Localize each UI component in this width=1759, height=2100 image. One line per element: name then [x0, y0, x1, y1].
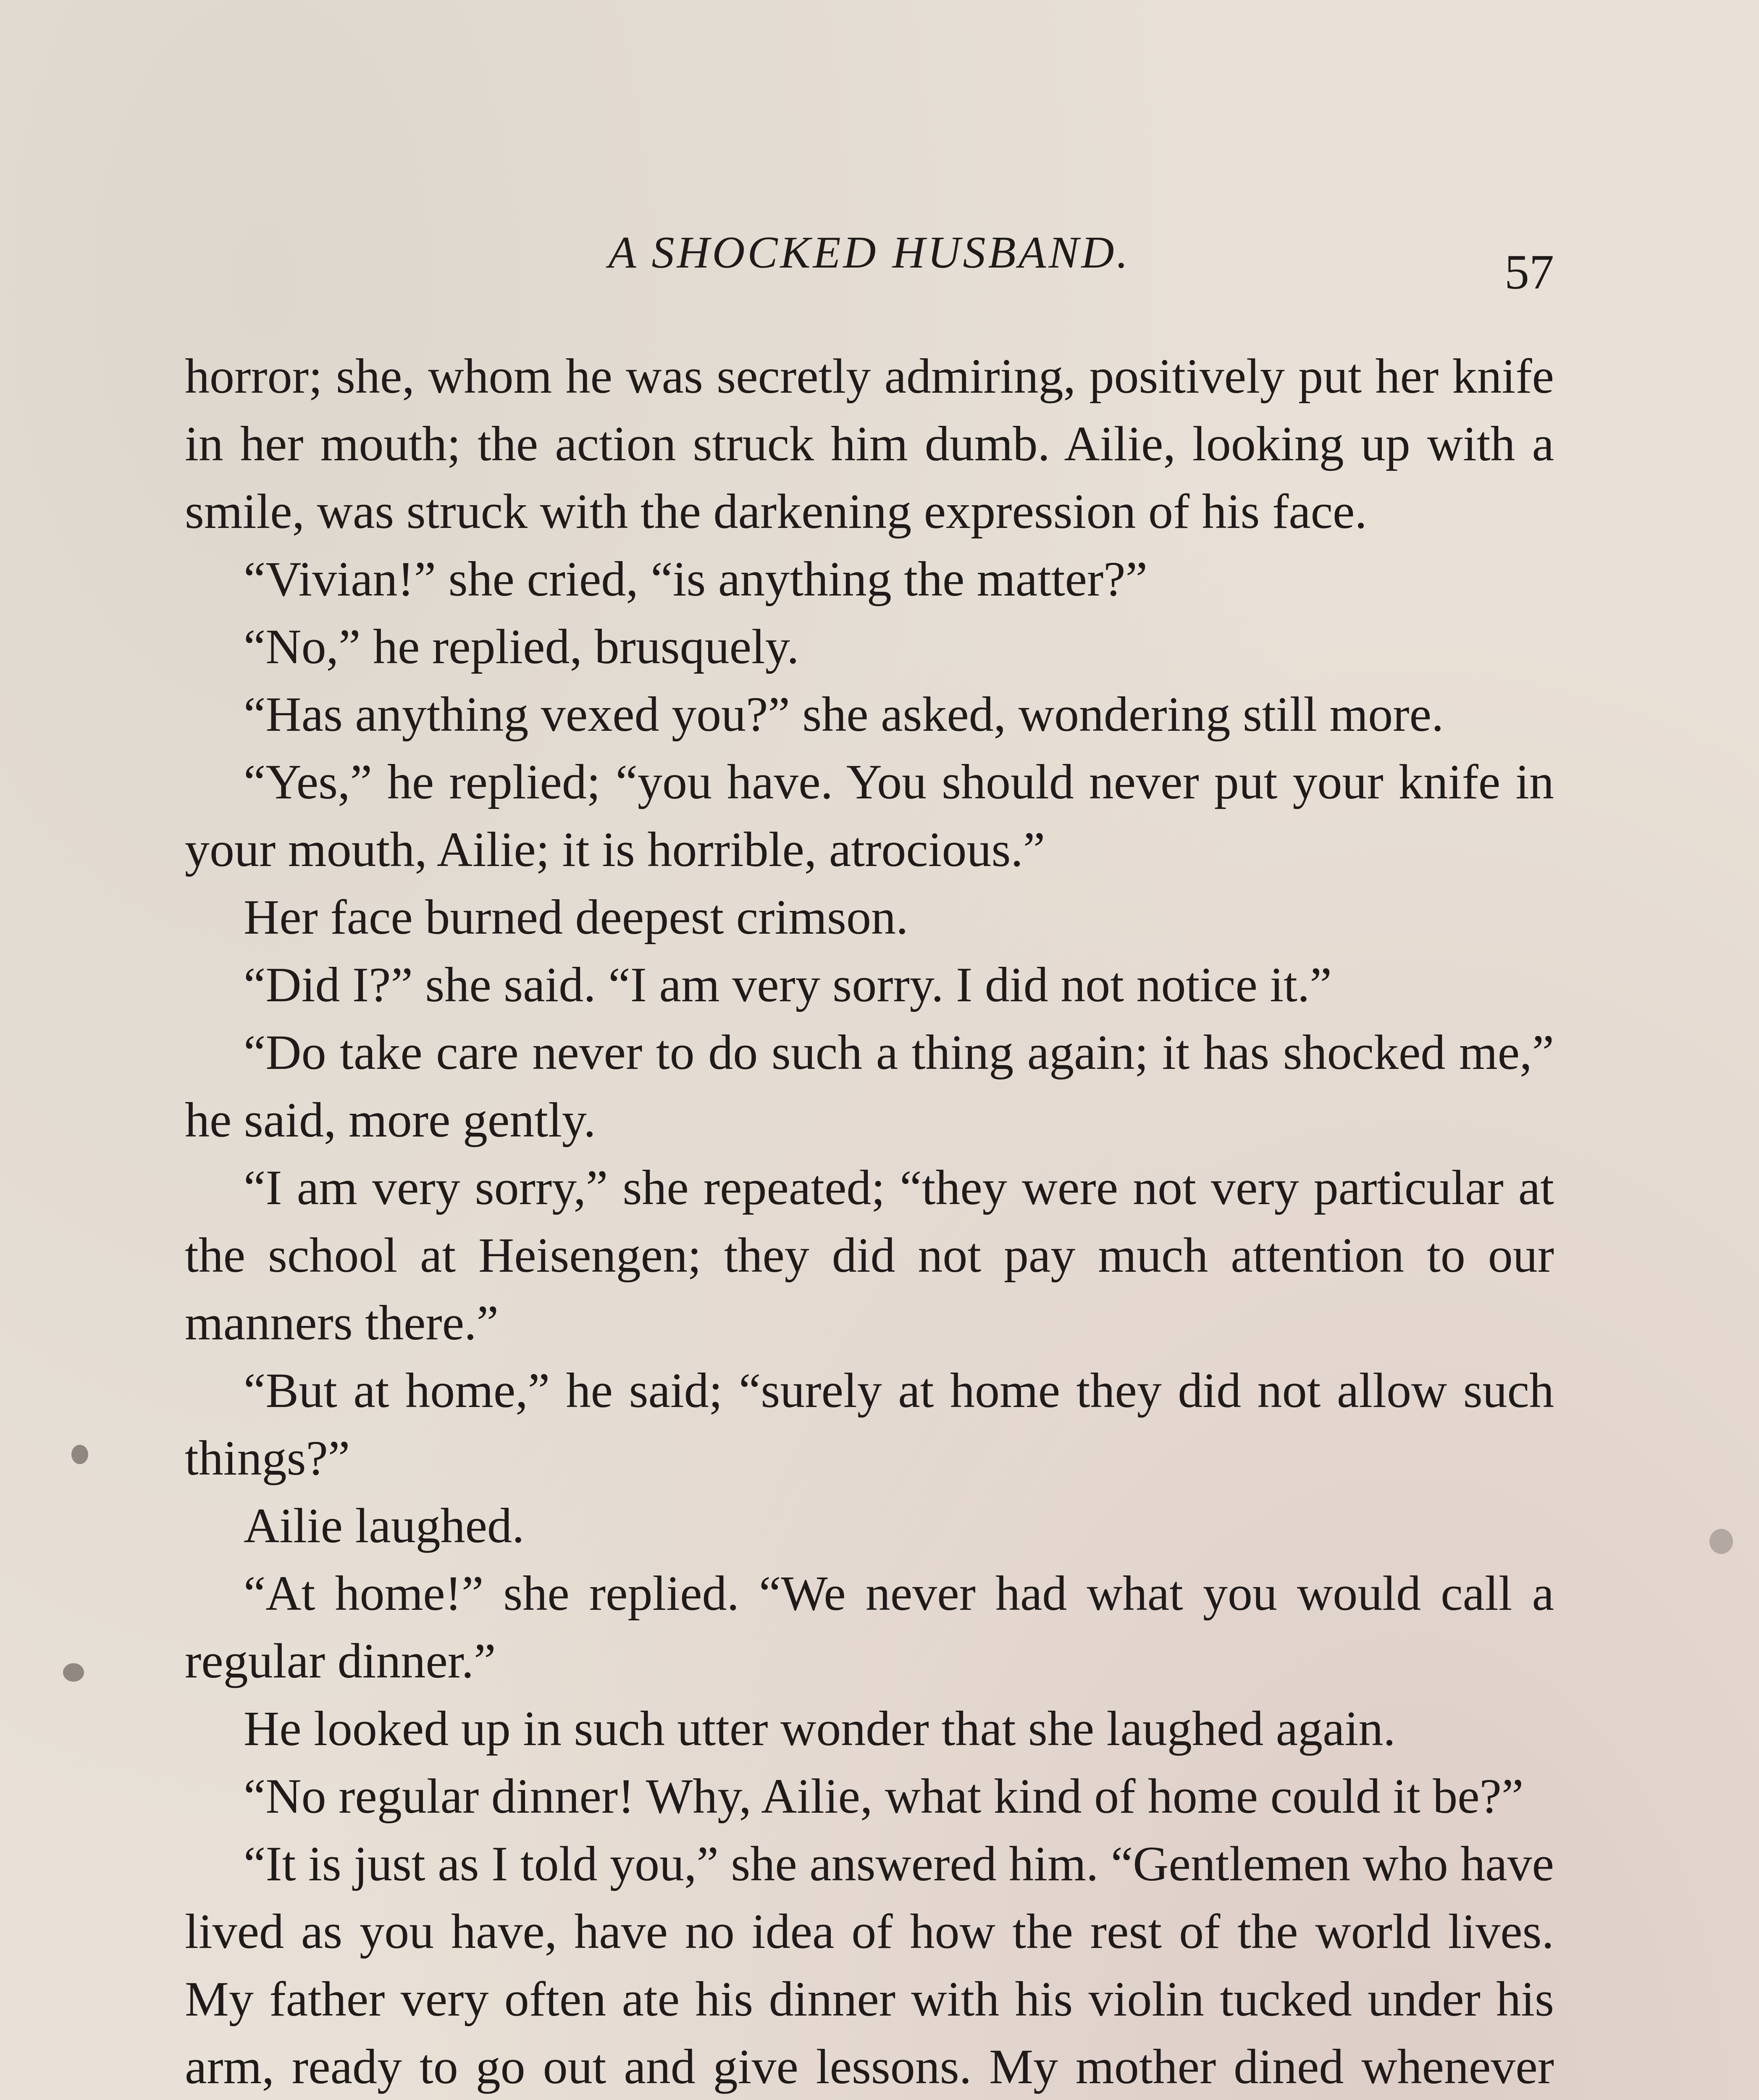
- page-number: 57: [1504, 244, 1554, 299]
- paragraph: “Vivian!” she cried, “is anything the matter?”: [244, 551, 1148, 606]
- running-title: A SHOCKED HUSBAND.: [608, 228, 1131, 278]
- paragraph: “Yes,” he replied; “you have. You should never put your knife in your mouth, Ailie; it is horrible, atrocious.”: [185, 754, 1554, 877]
- paragraph: “It is just as I told you,” she answered him. “Gentlemen who have lived as you have, have no idea of how the rest of the world lives. My father very often ate his dinner with his violin tucked under his arm, ready to go out and give lessons. My mother dined whenever: [185, 1836, 1554, 2094]
- paragraph: “Do take care never to do such a thing again; it has shocked me,” he said, more gently.: [185, 1025, 1554, 1147]
- paragraph: “Has anything vexed you?” she asked, wondering still more.: [244, 687, 1444, 742]
- paragraph: “Did I?” she said. “I am very sorry. I did not notice it.”: [244, 957, 1332, 1012]
- paragraph: Ailie laughed.: [244, 1498, 525, 1553]
- paragraph: “No regular dinner! Why, Ailie, what kind of home could it be?”: [244, 1769, 1524, 1824]
- paragraph: “At home!” she replied. “We never had what you would call a regular dinner.”: [185, 1566, 1554, 1688]
- paper-speck: [1709, 1529, 1733, 1554]
- paragraph: “I am very sorry,” she repeated; “they were not very particular at the school at Heisengen; they did not pay much attention to our manners there.”: [185, 1160, 1554, 1350]
- paper-speck: [63, 1663, 84, 1682]
- body-text: [185, 342, 1554, 2100]
- paragraph: “No,” he replied, brusquely.: [244, 619, 799, 674]
- paragraph: horror; she, whom he was secretly admiring, positively put her knife in her mouth; the action struck him dumb. Ailie, looking up with a smile, was struck with the darkening expression of his face.: [185, 349, 1554, 539]
- paragraph: He looked up in such utter wonder that she laughed again.: [244, 1701, 1396, 1756]
- paragraph: Her face burned deepest crimson.: [244, 890, 908, 945]
- paragraph: “But at home,” he said; “surely at home they did not allow such things?”: [185, 1363, 1554, 1486]
- paper-speck: [71, 1445, 88, 1464]
- running-head: [185, 218, 1554, 302]
